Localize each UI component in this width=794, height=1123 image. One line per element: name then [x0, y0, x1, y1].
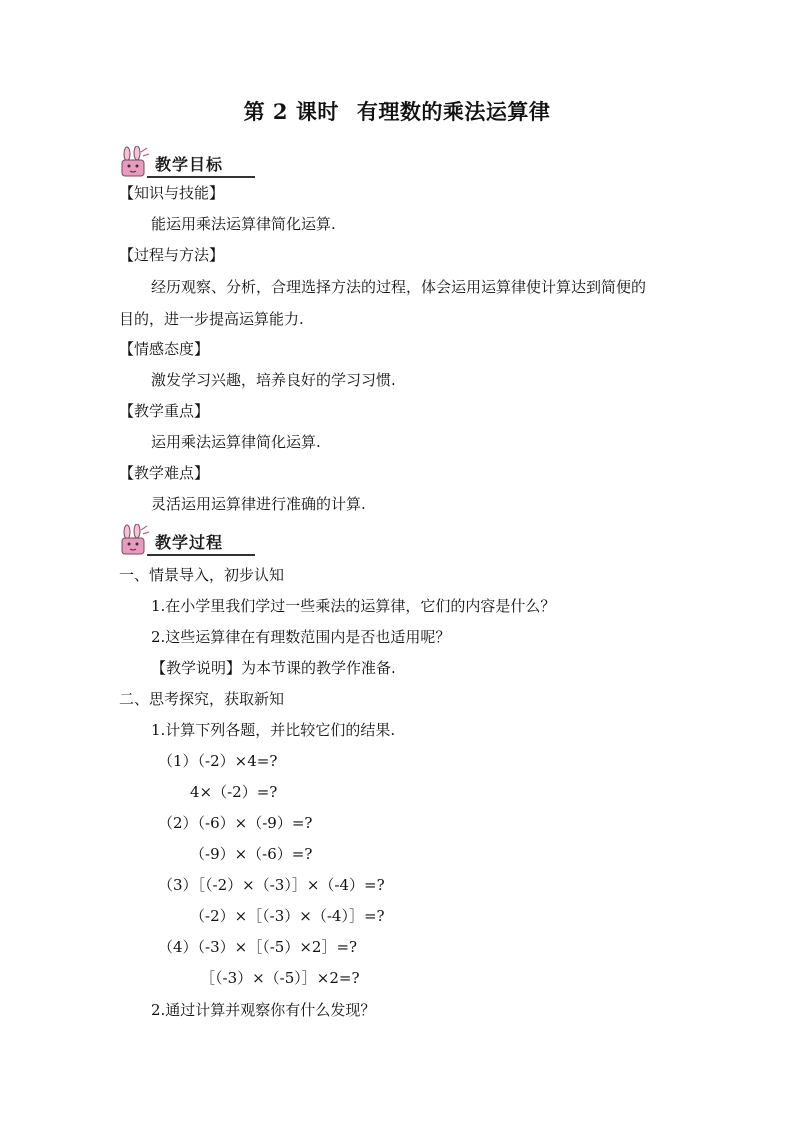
- section-label-process: 教学过程: [155, 533, 224, 552]
- stage2-question1: 1.计算下列各题，并比较它们的结果.: [151, 721, 396, 739]
- title-topic: 有理数的乘法运算律: [356, 99, 551, 124]
- exercise-3a: （3）［（-2）×（-3）］×（-4）=?: [158, 876, 385, 894]
- knowledge-text: 能运用乘法运算律简化运算.: [151, 215, 336, 233]
- stage2-heading: 二、思考探究，获取新知: [119, 690, 285, 708]
- section-underline: [147, 554, 255, 556]
- attitude-heading: 【情感态度】: [119, 340, 210, 358]
- key-point-text: 运用乘法运算律简化运算.: [151, 433, 321, 451]
- difficult-point-heading: 【教学难点】: [119, 464, 210, 482]
- stage2-question2: 2.通过计算并观察你有什么发现？: [151, 1001, 376, 1019]
- section-header-process: [117, 524, 257, 558]
- attitude-text: 激发学习兴趣，培养良好的学习习惯.: [151, 371, 396, 389]
- exercise-4b: ［（-3）×（-5）］×2=?: [200, 969, 360, 987]
- exercise-2b: （-9）×（-6）=?: [190, 845, 313, 863]
- process-method-text-line1: 经历观察、分析，合理选择方法的过程，体会运用运算律使计算达到简便的: [151, 278, 647, 296]
- exercise-3b: （-2）×［（-3）×（-4）］=?: [190, 907, 385, 925]
- stage1-heading: 一、情景导入，初步认知: [119, 566, 285, 584]
- section-header-goals: [117, 146, 257, 180]
- stage1-question2: 2.这些运算律在有理数范围内是否也适用呢？: [151, 628, 451, 646]
- process-method-heading: 【过程与方法】: [119, 246, 225, 264]
- section-label-goals: 教学目标: [155, 155, 224, 174]
- stage1-question1: 1.在小学里我们学过一些乘法的运算律，它们的内容是什么？: [151, 597, 556, 615]
- exercise-1a: （1）（-2）×4=?: [158, 752, 278, 770]
- exercise-2a: （2）（-6）×（-9）=?: [158, 814, 313, 832]
- key-point-heading: 【教学重点】: [119, 402, 210, 420]
- exercise-1b: 4×（-2）=?: [190, 783, 278, 801]
- process-method-text-line2: 目的，进一步提高运算能力.: [119, 310, 304, 328]
- stage1-teaching-note: 【教学说明】为本节课的教学作准备.: [151, 659, 396, 677]
- page-title: [0, 96, 794, 126]
- difficult-point-text: 灵活运用运算律进行准确的计算.: [151, 495, 366, 513]
- title-lesson-number: 第 2 课时: [243, 99, 339, 124]
- section-underline: [147, 176, 255, 178]
- exercise-4a: （4）（-3）×［（-5）×2］=?: [158, 938, 358, 956]
- rabbit-mascot-icon: [117, 146, 151, 180]
- rabbit-mascot-icon: [117, 524, 151, 558]
- knowledge-heading: 【知识与技能】: [119, 184, 225, 202]
